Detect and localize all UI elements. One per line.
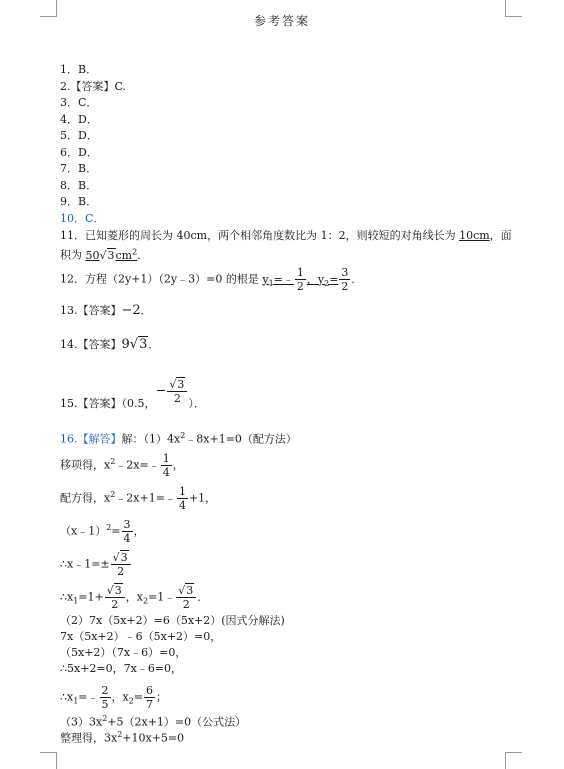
- answer-number: 10．: [60, 212, 85, 225]
- q16-l13a: 整理得，3x: [60, 731, 118, 745]
- q16-l12b: +5（2x+1）=0（公式法）: [107, 715, 247, 729]
- q16-l6-num1: [105, 584, 125, 598]
- q12-frac-2: [339, 266, 350, 293]
- q16-l11c: ，x: [111, 690, 129, 704]
- q15-radicand: 3: [177, 378, 185, 391]
- sqrt-symbol: √3: [106, 584, 122, 597]
- answer-number: 3．: [60, 96, 78, 109]
- q16-l11a: ∴x: [60, 690, 74, 704]
- q11-coef: 50: [85, 248, 100, 262]
- answer-16-step-solutions: [60, 584, 208, 611]
- q12-y1: y: [262, 272, 269, 286]
- q16-l4n: 3: [123, 518, 131, 531]
- q16-l11n1: 2: [101, 684, 109, 697]
- sqrt-symbol: √3: [169, 378, 185, 391]
- q16-l11s2: 2: [128, 696, 134, 706]
- q14-coef: 9: [121, 337, 130, 352]
- q16-intro-sup: 2: [180, 431, 186, 440]
- q16-l2b: ﹣2x=﹣: [115, 458, 160, 472]
- q16-l11dd: =: [133, 690, 144, 704]
- q11-answer-area: [86, 249, 138, 262]
- answer-item: [60, 113, 98, 127]
- q16-l2n: 1: [162, 452, 170, 465]
- sqrt-symbol: √3: [99, 248, 115, 262]
- q16-l11b: =﹣: [78, 690, 99, 704]
- answer-number: 8．: [60, 178, 78, 192]
- q12-sub1: 1: [268, 278, 274, 288]
- q16-l6a: ∴x: [60, 590, 74, 604]
- q11-text: 11．已知菱形的周长为 40cm，两个相邻角度数比为 1：2，则较短的对角线长为: [60, 229, 460, 242]
- answer-16-step-square: [60, 518, 145, 545]
- q16-intro-b: ﹣8x+1=0（配方法）: [185, 432, 297, 446]
- q16-l5-frac: [111, 551, 131, 578]
- answer-text: 【答案】C.: [70, 79, 127, 93]
- answer-16-part-2-solutions: [60, 684, 167, 711]
- q12-text: 12．方程（2y+1）（2y﹣3）=0 的根是: [60, 272, 263, 286]
- q11-end: ．: [137, 248, 149, 262]
- answer-item: [60, 96, 97, 110]
- q16-l4-frac: [122, 518, 133, 545]
- q12-sub2: 2: [324, 278, 330, 288]
- answer-13: [60, 304, 152, 318]
- page-title: 参考答案: [253, 14, 310, 28]
- answer-text: D．: [78, 112, 98, 126]
- q16-l11d2: 7: [146, 698, 154, 711]
- corner-mark-bottom-left: [40, 752, 57, 769]
- answer-item: [60, 80, 126, 94]
- answer-text: D．: [78, 129, 98, 142]
- q12-answer: [262, 266, 351, 293]
- q15-den: 2: [173, 392, 181, 405]
- answer-text: D．: [78, 145, 98, 159]
- q16-l3-frac: [177, 485, 188, 512]
- q16-l4e: ，: [133, 524, 145, 538]
- q16-l11n2: 6: [146, 684, 154, 697]
- q16-tag: 【解答】: [77, 432, 122, 446]
- answer-16-part-2-step-1: 7x（5x+2）﹣6（5x+2）=0，: [60, 630, 222, 643]
- answer-16-part-2-step-3: ∴5x+2=0，7x﹣6=0，: [60, 662, 183, 675]
- answer-text: B．: [78, 195, 98, 208]
- q16-l4a: （x﹣1）: [60, 524, 107, 538]
- sqrt-symbol: √3: [129, 337, 148, 352]
- q16-l6rad2: 3: [186, 584, 194, 597]
- q16-l5a: ∴x﹣1=±: [60, 557, 110, 571]
- answer-12: [60, 266, 362, 293]
- q16-l5-num: [111, 551, 131, 565]
- q11-answer-length: 10cm: [459, 229, 490, 242]
- q14-label: 14.【答案】: [60, 338, 122, 351]
- q16-number: 16.: [60, 432, 78, 446]
- answer-number: 5．: [60, 129, 78, 142]
- corner-mark-bottom-right: [505, 752, 522, 769]
- q15-frac: [167, 378, 187, 405]
- answer-10: [60, 212, 104, 226]
- q13-value: −2: [121, 303, 141, 318]
- q12-eq2: =: [329, 272, 339, 286]
- q15-end: ）．: [188, 396, 205, 410]
- q16-l4sup: 2: [106, 522, 112, 532]
- q16-l6dd: =1﹣: [148, 590, 176, 604]
- q16-l13sup: 2: [117, 730, 123, 739]
- q16-l6rad1: 3: [114, 584, 122, 597]
- q16-l5rad: 3: [120, 551, 128, 564]
- answer-16-part-2-step-2: （5x+2）（7x﹣6）=0，: [60, 646, 187, 659]
- q16-l11-frac1: [100, 684, 111, 711]
- q15-num: [167, 378, 187, 392]
- answer-number: 7．: [60, 162, 78, 175]
- sqrt-symbol: √3: [178, 584, 194, 597]
- q16-l3e: +1，: [188, 491, 217, 505]
- q16-l6d2: 2: [182, 598, 190, 611]
- q16-l6c: ，x: [125, 590, 143, 604]
- answer-11-line-2: [60, 245, 148, 263]
- answer-16-step-complete-square: [60, 485, 216, 512]
- q12-den1: 2: [296, 280, 304, 293]
- q16-l2-frac: [161, 452, 172, 479]
- q14-radicand: 3: [139, 337, 148, 352]
- answer-number: 1．: [60, 63, 78, 76]
- q16-l6b: =1+: [78, 590, 104, 604]
- answer-11-line-1: [60, 229, 512, 243]
- q12-den2: 2: [341, 280, 349, 293]
- q16-intro: 解：（1）4x: [121, 432, 181, 446]
- answer-16-part-2: （2）7x（5x+2）=6（5x+2）(因式分解法): [60, 614, 285, 627]
- q13-label: 13.【答案】: [60, 304, 122, 317]
- q16-l4d: 4: [123, 532, 131, 545]
- q16-l2d: 4: [162, 466, 170, 479]
- answer-text: B．: [78, 178, 98, 192]
- q16-l4b: =: [111, 524, 121, 538]
- q16-l3d: 4: [178, 499, 186, 512]
- q12-num2: 3: [341, 266, 349, 279]
- answer-text: C．: [85, 212, 105, 225]
- q12-mid: ，y: [306, 272, 325, 286]
- q16-l11d1: 5: [101, 698, 109, 711]
- q16-l6-frac2: [176, 584, 196, 611]
- answer-text: C．: [78, 96, 98, 109]
- q16-l6s1: 1: [73, 596, 79, 606]
- q16-l6-num2: [176, 584, 196, 598]
- q16-l6d1: 2: [111, 598, 119, 611]
- q16-l11e: ；: [156, 690, 168, 704]
- q13-end: ．: [140, 304, 152, 317]
- q16-l12sup: 2: [102, 714, 108, 723]
- q15-label: 15.【答案】（0.5，: [60, 396, 156, 410]
- answer-14: [60, 338, 159, 352]
- q14-end: ．: [148, 338, 160, 351]
- q16-l11-frac2: [144, 684, 155, 711]
- answer-item: [60, 195, 97, 209]
- answer-16-part-3: [60, 712, 246, 730]
- answer-number: 6．: [60, 145, 78, 159]
- q16-l13b: +10x+5=0: [122, 731, 185, 745]
- answer-text: B．: [78, 162, 98, 175]
- answer-16-part-3-step-1: [60, 728, 184, 746]
- q11-square: 2: [132, 247, 138, 256]
- q16-l3a: 配方得，x: [60, 491, 111, 505]
- answer-number: 4．: [60, 112, 78, 126]
- answer-number: 9．: [60, 195, 78, 208]
- q16-l3n: 1: [178, 485, 186, 498]
- answer-item: [60, 129, 98, 143]
- answer-item: [60, 179, 97, 193]
- q12-eq1: =﹣: [273, 272, 294, 286]
- answer-item: [60, 162, 97, 176]
- q16-l6-frac1: [105, 584, 125, 611]
- q16-l2a: 移项得，x: [60, 458, 111, 472]
- answer-15: [60, 378, 205, 410]
- q11-text-end: ，面: [489, 229, 512, 242]
- q12-end: ．: [351, 272, 363, 286]
- q16-l12a: （3）3x: [60, 715, 103, 729]
- sqrt-symbol: √3: [112, 551, 128, 564]
- answer-number: 2.: [60, 79, 71, 93]
- q16-l3sup: 2: [110, 489, 116, 499]
- answer-item: [60, 63, 97, 77]
- q16-l3b: ﹣2x+1=﹣: [115, 491, 176, 505]
- answer-16-intro: [60, 429, 297, 447]
- answer-16-step-move: [60, 452, 184, 479]
- q16-l2e: ，: [172, 458, 184, 472]
- q16-l2sup: 2: [110, 456, 116, 466]
- answer-16-step-root: [60, 551, 132, 578]
- q16-l6s2: 2: [142, 596, 149, 606]
- answer-text: B．: [78, 63, 98, 76]
- q12-frac-1: [295, 266, 306, 293]
- q12-num1: 1: [296, 266, 304, 279]
- q16-l5d: 2: [117, 565, 125, 578]
- q11-unit: cm: [115, 248, 133, 262]
- q11-radicand: 3: [107, 248, 115, 262]
- q11-text-area: 积为: [60, 248, 86, 262]
- answer-item: [60, 146, 98, 160]
- q16-l6e: ．: [197, 590, 209, 604]
- q16-l11s1: 1: [73, 696, 79, 706]
- q15-sign: −: [155, 383, 167, 399]
